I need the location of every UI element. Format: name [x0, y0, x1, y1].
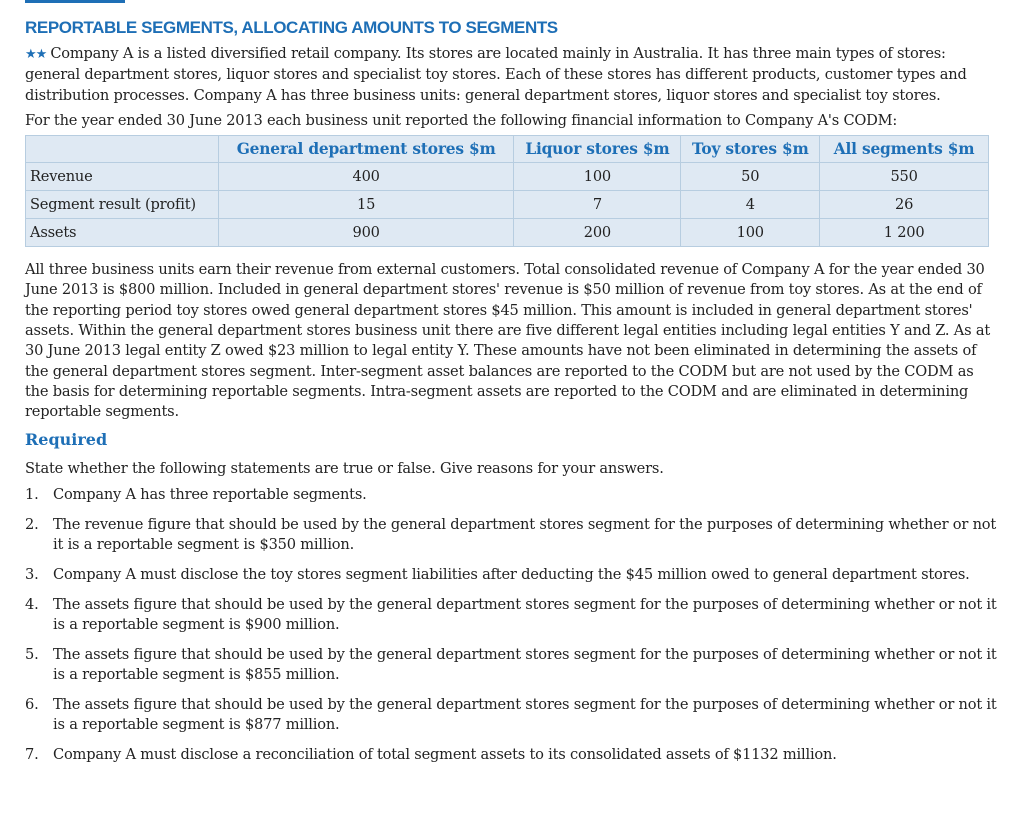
question-item	[25, 595, 1000, 636]
question-item	[25, 745, 1000, 765]
question-number: 7.	[25, 745, 39, 763]
table-cell: 1 200	[820, 219, 989, 247]
table-row	[26, 163, 989, 191]
row-label: Revenue	[26, 163, 219, 191]
question-text: The assets figure that should be used by the general department stores segment for the purposes of determining whether or not it is a reportable segment is $855 million.	[53, 645, 997, 683]
table-cell: 26	[820, 191, 989, 219]
section-heading: REPORTABLE SEGMENTS, ALLOCATING AMOUNTS TO SEGMENTS	[25, 18, 558, 37]
question-number: 6.	[25, 695, 39, 713]
top-rule-divider	[25, 0, 125, 3]
question-text: Company A must disclose the toy stores segment liabilities after deducting the $45 million owed to general department stores.	[53, 565, 970, 583]
table-cell: 4	[681, 191, 820, 219]
question-item	[25, 485, 1000, 505]
table-header-cell: Liquor stores $m	[514, 136, 681, 163]
question-text: The assets figure that should be used by the general department stores segment for the purposes of determining whether or not it is a reportable segment is $877 million.	[53, 695, 997, 734]
document-page	[25, 0, 1000, 775]
table-cell: 100	[514, 163, 681, 191]
question-text: Company A must disclose a reconciliation of total segment assets to its consolidated assets of $1132 million.	[53, 745, 837, 763]
question-item	[25, 515, 1000, 556]
table-cell: 50	[681, 163, 820, 191]
difficulty-stars-icon: ★★	[25, 47, 47, 62]
table-row	[26, 191, 989, 219]
intro-text: Company A is a listed diversified retail company. Its stores are located mainly in Australia. It has three main types of stores: general department stores, liquor stores and specialist toy stores. Each of these stores has different products, customer types and distribution processes. Company A has three business units: general department stores, liquor stores and specialist toy stores.	[25, 45, 967, 104]
intro-paragraph	[25, 44, 1000, 106]
question-text: Company A has three reportable segments.	[53, 485, 367, 503]
table-cell: 7	[514, 191, 681, 219]
table-header-row	[26, 136, 989, 163]
table-cell: 15	[218, 191, 514, 219]
question-text: The revenue figure that should be used by the general department stores segment for the purposes of determining whether or not it is a reportable segment is $350 million.	[53, 515, 997, 553]
question-number: 1.	[25, 485, 39, 503]
table-cell: 200	[514, 219, 681, 247]
question-item	[25, 565, 1000, 585]
question-number: 4.	[25, 595, 39, 613]
table-row	[26, 219, 989, 247]
table-header-cell: Toy stores $m	[681, 136, 820, 163]
question-item	[25, 695, 1000, 736]
table-lead-text: For the year ended 30 June 2013 each business unit reported the following financial information to Company A's CODM:	[25, 111, 898, 129]
table-cell: 550	[820, 163, 989, 191]
table-cell: 400	[218, 163, 514, 191]
instruction-text: State whether the following statements are true or false. Give reasons for your answers.	[25, 459, 664, 477]
question-number: 5.	[25, 645, 39, 663]
question-number: 3.	[25, 565, 39, 583]
table-header-cell: General department stores $m	[218, 136, 514, 163]
financial-info-table	[25, 135, 989, 247]
table-header-cell: All segments $m	[820, 136, 989, 163]
required-heading: Required	[25, 429, 108, 449]
question-item	[25, 645, 1000, 686]
table-cell: 900	[218, 219, 514, 247]
body-paragraph: All three business units earn their revenue from external customers. Total consolidated revenue of Company A for the year ended 30 June 2013 is $800 million. Included in general department stores' revenue is $50 million of revenue from toy stores. As at the end of the reporting period toy stores owed general department stores $45 million. This amount is included in general department stores' assets. Within the general department stores business unit there are five different legal entities including legal entities Y and Z. As at 30 June 2013 legal entity Z owed $23 million to legal entity Y. These amounts have not been eliminated in determining the assets of the general department stores segment. Inter-segment asset balances are reported to the CODM but are not used by the CODM as the basis for determining reportable segments. Intra-segment assets are reported to the CODM and are eliminated in determining reportable segments.	[25, 261, 991, 421]
table-cell: 100	[681, 219, 820, 247]
question-list	[25, 485, 1000, 765]
question-number: 2.	[25, 515, 39, 533]
row-label: Assets	[26, 219, 219, 247]
question-text: The assets figure that should be used by the general department stores segment for the purposes of determining whether or not it is a reportable segment is $900 million.	[53, 595, 997, 633]
row-label: Segment result (profit)	[26, 191, 219, 219]
table-header-cell	[26, 136, 219, 163]
